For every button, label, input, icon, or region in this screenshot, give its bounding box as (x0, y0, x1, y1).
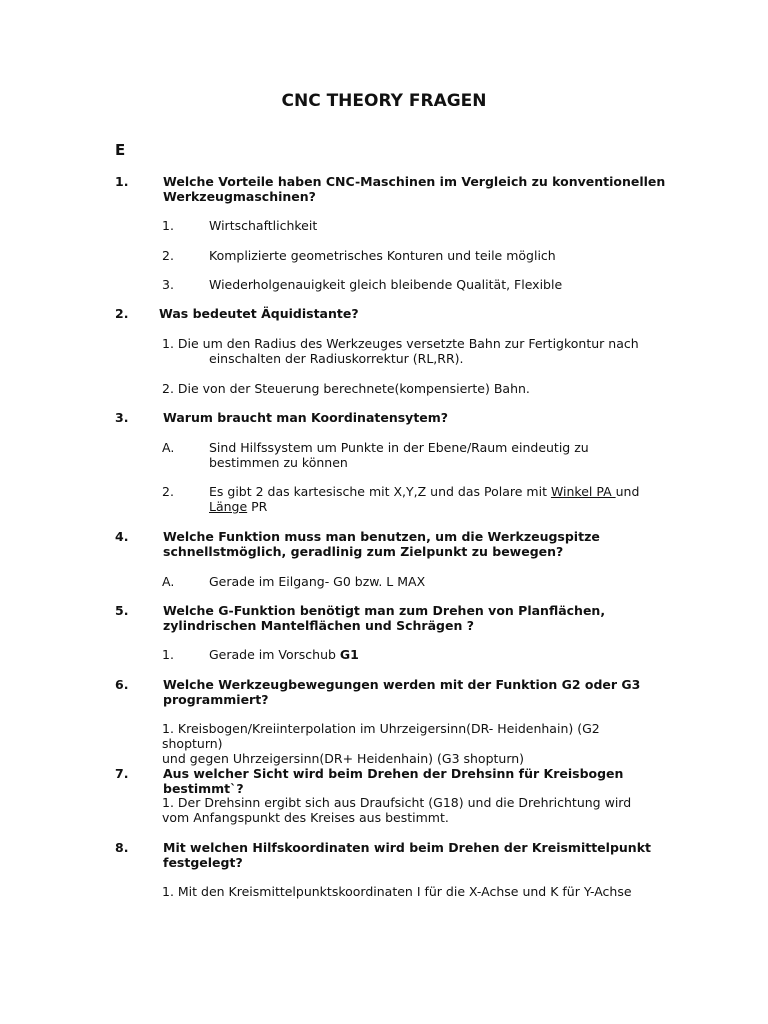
answer-item (162, 647, 662, 662)
answer-number: 2. (162, 248, 174, 263)
underlined-term: Winkel PA (550, 484, 616, 499)
question-number: 4. (115, 529, 129, 544)
answer-number: 1. (162, 647, 174, 662)
answer-paragraph (162, 884, 662, 899)
question-text: Mit welchen Hilfskoordinaten wird beim Drehen der Kreismittelpunkt festgelegt? (163, 840, 651, 870)
question-4 (115, 529, 675, 559)
answer-paragraph (162, 795, 662, 825)
answer-line: 1. Die um den Radius des Werkzeuges versetzte Bahn zur Fertigkontur nach (162, 336, 639, 351)
answer-text (209, 484, 662, 514)
answer-number: A. (162, 574, 175, 589)
answer-item (162, 440, 662, 470)
question-number: 7. (115, 766, 129, 781)
question-number: 1. (115, 174, 129, 189)
question-8 (115, 840, 675, 870)
answer-line: vom Anfangspunkt des Kreises aus bestimmt. (162, 810, 449, 825)
question-text: Was bedeutet Äquidistante? (159, 306, 359, 321)
answer-text-part: Es gibt 2 das kartesische mit X,Y,Z und das Polare mit (209, 484, 551, 499)
question-text: Aus welcher Sicht wird beim Drehen der Drehsinn für Kreisbogen bestimmt`? (163, 766, 624, 796)
question-text: Welche G-Funktion benötigt man zum Drehen von Planflächen, zylindrischen Mantelflächen und Schrägen ? (163, 603, 606, 633)
answer-text-part: und (615, 484, 640, 499)
question-3 (115, 410, 675, 425)
question-number: 8. (115, 840, 129, 855)
answer-line: 1. Mit den Kreismittelpunktskoordinaten I für die X-Achse und K für Y-Achse (162, 884, 632, 899)
answer-line: 1. Kreisbogen/Kreiinterpolation im Uhrzeigersinn(DR- Heidenhain) (G2 shopturn) (162, 721, 600, 751)
answer-text: Komplizierte geometrisches Konturen und teile möglich (209, 248, 556, 263)
question-text: Welche Funktion muss man benutzen, um die Werkzeugspitze schnellstmöglich, geradlinig zum Zielpunkt zu bewegen? (163, 529, 600, 559)
question-5 (115, 603, 675, 633)
answer-text-part: Gerade im Vorschub (209, 647, 340, 662)
answer-text: Gerade im Eilgang- G0 bzw. L MAX (209, 574, 426, 589)
answer-number: 3. (162, 277, 174, 292)
document-title: CNC THEORY FRAGEN (281, 91, 487, 111)
answer-number: A. (162, 440, 175, 455)
question-number: 2. (115, 306, 129, 321)
answer-text-part: PR (247, 499, 268, 514)
answer-number: 1. (162, 218, 174, 233)
section-heading: E (115, 141, 126, 159)
question-number: 5. (115, 603, 129, 618)
question-text: Welche Werkzeugbewegungen werden mit der Funktion G2 oder G3 programmiert? (163, 677, 641, 707)
answer-paragraph (162, 381, 662, 396)
question-text: Warum braucht man Koordinatensytem? (163, 410, 449, 425)
answer-paragraph (162, 336, 662, 366)
question-number: 6. (115, 677, 129, 692)
answer-item (162, 218, 662, 233)
answer-text (209, 647, 662, 662)
answer-line: und gegen Uhrzeigersinn(DR+ Heidenhain) (G3 shopturn) (162, 751, 525, 766)
answer-text: Wirtschaftlichkeit (209, 218, 318, 233)
answer-line: 2. Die von der Steuerung berechnete(kompensierte) Bahn. (162, 381, 530, 396)
bold-code: G1 (339, 647, 359, 662)
question-text: Welche Vorteile haben CNC-Maschinen im Vergleich zu konventionellen Werkzeugmaschinen? (163, 174, 666, 204)
answer-item (162, 248, 662, 263)
question-number: 3. (115, 410, 129, 425)
question-6 (115, 677, 675, 707)
answer-number: 2. (162, 484, 174, 499)
answer-item (162, 277, 662, 292)
answer-line-continued: einschalten der Radiuskorrektur (RL,RR). (209, 351, 464, 366)
question-2 (115, 306, 675, 321)
question-7 (115, 766, 675, 796)
answer-item (162, 484, 662, 514)
answer-paragraph (162, 721, 662, 766)
answer-text: Sind Hilfssystem um Punkte in der Ebene/Raum eindeutig zu bestimmen zu können (209, 440, 589, 470)
underlined-term: Länge (209, 499, 248, 514)
answer-line: 1. Der Drehsinn ergibt sich aus Draufsicht (G18) und die Drehrichtung wird (162, 795, 632, 810)
answer-item (162, 574, 662, 589)
answer-text: Wiederholgenauigkeit gleich bleibende Qualität, Flexible (209, 277, 563, 292)
question-1 (115, 174, 675, 204)
